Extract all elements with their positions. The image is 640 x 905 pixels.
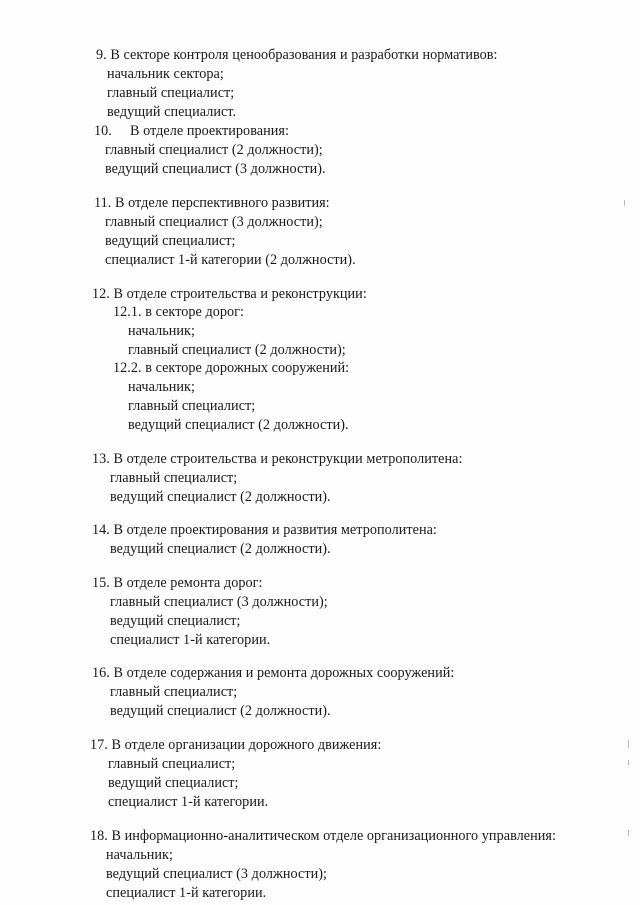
section-18-item-2: ведущий специалист (3 должности); bbox=[106, 866, 328, 882]
section-11-heading: 11. В отделе перспективного развития: bbox=[94, 195, 330, 211]
section-17-item-3: специалист 1-й категории. bbox=[108, 794, 269, 810]
section-10-heading: В отделе проектирования: bbox=[130, 123, 289, 139]
section-9-item-3: ведущий специалист. bbox=[107, 104, 237, 120]
section-12-2-heading: 12.2. в секторе дорожных сооружений: bbox=[113, 360, 350, 376]
section-17-item-2: ведущий специалист; bbox=[108, 775, 239, 791]
section-18-item-3: специалист 1-й категории. bbox=[106, 885, 267, 901]
section-13-item-2: ведущий специалист (2 должности). bbox=[110, 489, 331, 505]
scan-artifact bbox=[624, 200, 625, 206]
section-10-number: 10. bbox=[94, 123, 112, 139]
section-12-2-item-1: начальник; bbox=[128, 379, 195, 395]
section-9-item-2: главный специалист; bbox=[107, 85, 235, 101]
section-12-1-item-2: главный специалист (2 должности); bbox=[128, 342, 346, 358]
section-12-1-item-1: начальник; bbox=[128, 323, 195, 339]
section-14-item-1: ведущий специалист (2 должности). bbox=[110, 541, 331, 557]
section-17-heading: 17. В отделе организации дорожного движения: bbox=[90, 737, 382, 753]
section-16-item-2: ведущий специалист (2 должности). bbox=[110, 703, 331, 719]
section-15-heading: 15. В отделе ремонта дорог: bbox=[92, 575, 263, 591]
scan-artifact bbox=[628, 830, 629, 836]
section-10-item-2: ведущий специалист (3 должности). bbox=[105, 161, 326, 177]
section-12-2-item-2: главный специалист; bbox=[128, 398, 256, 414]
scan-artifact bbox=[628, 740, 629, 748]
section-10-item-1: главный специалист (2 должности); bbox=[105, 142, 323, 158]
section-12-2-item-3: ведущий специалист (2 должности). bbox=[128, 417, 349, 433]
section-11-item-1: главный специалист (3 должности); bbox=[105, 214, 323, 230]
section-14-heading: 14. В отделе проектирования и развития метрополитена: bbox=[92, 522, 437, 538]
section-13-heading: 13. В отделе строительства и реконструкции метрополитена: bbox=[92, 451, 463, 467]
section-12-1-heading: 12.1. в секторе дорог: bbox=[113, 304, 245, 320]
section-15-item-2: ведущий специалист; bbox=[110, 613, 241, 629]
section-13-item-1: главный специалист; bbox=[110, 470, 238, 486]
section-11-item-2: ведущий специалист; bbox=[105, 233, 236, 249]
section-15-item-3: специалист 1-й категории. bbox=[110, 632, 271, 648]
section-18-heading: 18. В информационно-аналитическом отделе организационного управления: bbox=[90, 828, 556, 844]
section-10-heading-row bbox=[94, 122, 289, 141]
section-9-item-1: начальник сектора; bbox=[107, 66, 224, 82]
section-16-heading: 16. В отделе содержания и ремонта дорожных сооружений: bbox=[92, 665, 455, 681]
section-18-item-1: начальник; bbox=[106, 847, 173, 863]
section-11-item-3: специалист 1-й категории (2 должности). bbox=[105, 252, 356, 268]
section-12-heading: 12. В отделе строительства и реконструкции: bbox=[92, 286, 367, 302]
section-17-item-1: главный специалист; bbox=[108, 756, 236, 772]
section-15-item-1: главный специалист (3 должности); bbox=[110, 594, 328, 610]
section-16-item-1: главный специалист; bbox=[110, 684, 238, 700]
section-9-heading: 9. В секторе контроля ценообразования и разработки нормативов: bbox=[96, 47, 498, 63]
scan-artifact bbox=[628, 760, 629, 765]
